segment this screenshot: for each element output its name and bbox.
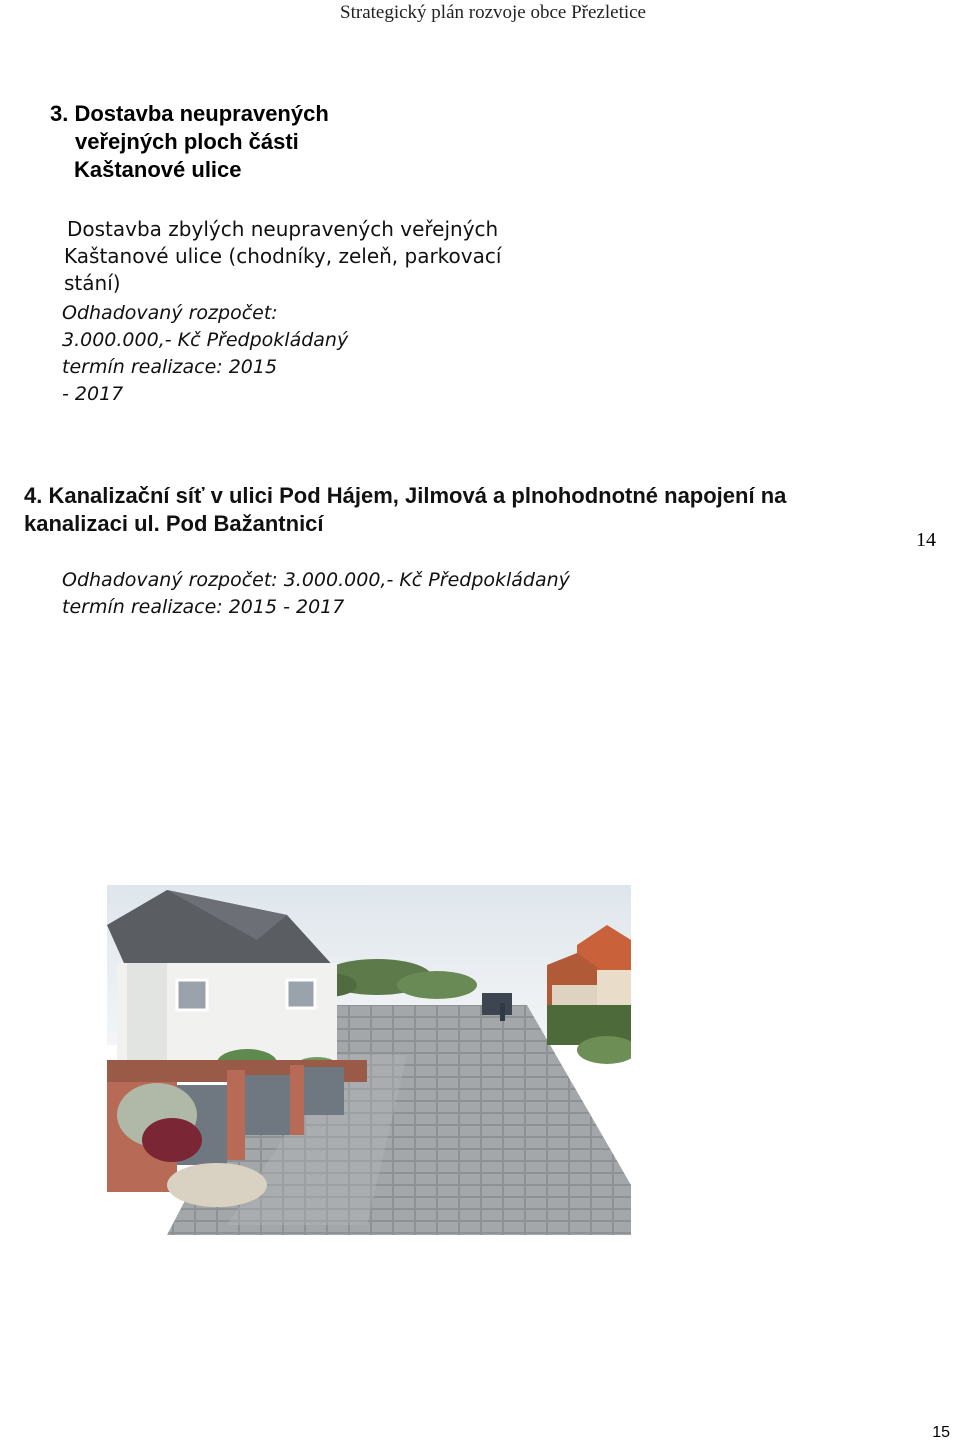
description-line: Kaštanové ulice (chodníky, zeleň, parkovací bbox=[64, 244, 502, 268]
description-line: Dostavba zbylých neupravených veřejných bbox=[67, 217, 499, 241]
budget-line: Odhadovaný rozpočet: bbox=[62, 302, 278, 324]
section-3-heading-line: 3. Dostavba neupravených bbox=[50, 101, 329, 126]
inner-page-number: 14 bbox=[916, 529, 936, 551]
budget-line: - 2017 bbox=[62, 383, 124, 405]
running-header: Strategický plán rozvoje obce Přezletice bbox=[340, 2, 646, 23]
description-line: stání) bbox=[64, 271, 121, 295]
section-3-description bbox=[64, 216, 564, 297]
street-photo bbox=[107, 885, 631, 1235]
section-4-heading-line: 4. Kanalizační síť v ulici Pod Hájem, Jilmová a plnohodnotné napojení na bbox=[24, 483, 787, 508]
section-3-heading bbox=[50, 100, 410, 184]
budget-line: termín realizace: 2015 bbox=[62, 356, 278, 378]
budget-line: Odhadovaný rozpočet: 3.000.000,- Kč Předpokládaný bbox=[62, 569, 570, 591]
section-4-heading bbox=[24, 482, 874, 538]
budget-line: termín realizace: 2015 - 2017 bbox=[62, 596, 345, 618]
footer-page-number: 15 bbox=[932, 1424, 950, 1441]
section-4-heading-line: kanalizaci ul. Pod Bažantnicí bbox=[24, 511, 324, 536]
section-3-heading-line: veřejných ploch části bbox=[75, 129, 299, 154]
section-3-heading-line: Kaštanové ulice bbox=[74, 157, 242, 182]
section-4-budget bbox=[62, 567, 570, 621]
budget-line: 3.000.000,- Kč Předpokládaný bbox=[62, 329, 349, 351]
section-3-budget bbox=[62, 300, 348, 408]
